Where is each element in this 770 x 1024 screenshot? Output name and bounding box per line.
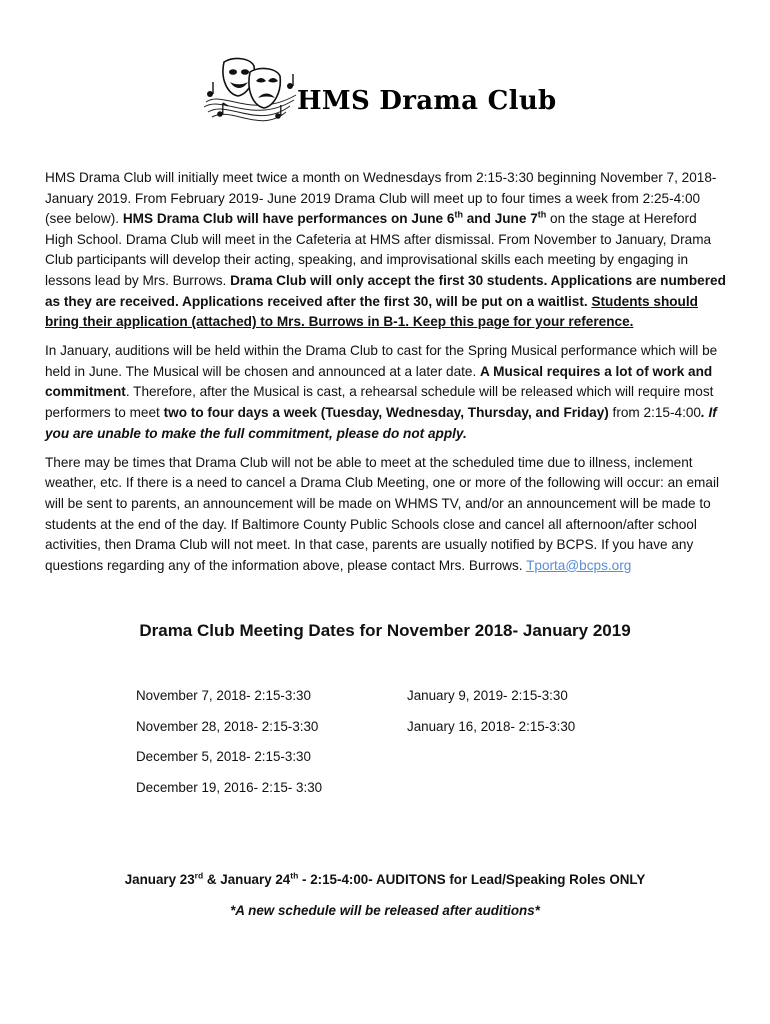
application-instructions: Students should bring their application (attached) to Mrs. Burrows in B-1. Keep this page for your reference. — [45, 293, 698, 330]
audition-date-2: & January 24 — [203, 872, 291, 887]
rehearsal-days-text: two to four days a week (Tuesday, Wednesday, Thursday, and Friday) — [163, 405, 609, 421]
meeting-date: January 16, 2018- 2:15-3:30 — [407, 718, 576, 734]
rehearsal-time-text: from 2:15-4:00 — [608, 405, 701, 421]
meeting-date: January 9, 2019- 2:15-3:30 — [407, 688, 568, 703]
meeting-dates-right-column — [407, 688, 575, 749]
audition-date-1: January 23 — [124, 872, 195, 887]
ordinal-suffix-4: th — [290, 870, 299, 881]
page-title: HMS Drama Club — [297, 86, 557, 116]
ordinal-suffix-3: rd — [194, 870, 204, 881]
intro-text: HMS Drama Club will initially meet twice a month on Wednesdays from 2:15-3:30 beginning November 7, 2018-January 2019. From February 2019- June 2019 Drama Club will meet up to four times a week from 2:25-4:00 (see below). — [45, 170, 717, 227]
cancellation-paragraph — [45, 453, 727, 577]
enrollment-limit-text: Drama Club will only accept the first 30 students. Applications are numbered as they are received. Applications received after the first 30, will be put on a waitlist. — [45, 272, 726, 309]
intro-paragraph — [45, 168, 727, 333]
meeting-date: November 28, 2018- 2:15-3:30 — [136, 718, 319, 734]
performance-text-2: and June 7 — [462, 211, 538, 227]
performance-text: HMS Drama Club will have performances on June 6 — [122, 211, 455, 227]
ordinal-suffix-2: th — [537, 209, 547, 220]
contact-email-link[interactable]: Tporta@bcps.org — [526, 557, 632, 573]
ordinal-suffix: th — [454, 209, 463, 220]
meeting-date: November 7, 2018- 2:15-3:30 — [136, 688, 311, 703]
cancellation-text: There may be times that Drama Club will not be able to meet at the scheduled time due to illness, inclement weather, etc. If there is a need to cancel a Drama Club Meeting, one or more of the following will occur: an email will be sent to parents, an announcement will be made on WHMS TV, and/or an announcement will be made to students at the end of the day. If Baltimore County Public Schools close and cancel all afternoon/after school activities, then Drama Club will not meet. In that case, parents are usually notified by BCPS. If you have any questions regarding any of the information above, please contact Mrs. Burrows. — [45, 454, 719, 573]
meeting-dates-heading: Drama Club Meeting Dates for November 2018- January 2019 — [139, 621, 631, 640]
meeting-date: December 19, 2016- 2:15- 3:30 — [136, 779, 323, 795]
drama-masks-with-music-notes-icon — [198, 50, 303, 125]
auditions-text-2: . Therefore, after the Musical is cast, a rehearsal schedule will be released which will require most performers to meet — [45, 384, 714, 421]
schedule-note: *A new schedule will be released after auditions* — [230, 903, 540, 918]
audition-details: - 2:15-4:00- AUDITONS for Lead/Speaking Roles ONLY — [298, 872, 646, 887]
audition-dates — [0, 872, 770, 887]
auditions-text: In January, auditions will be held within the Drama Club to cast for the Spring Musical performance which will be held in June. The Musical will be chosen and announced at a later date. — [45, 343, 718, 379]
full-commitment-warning: . If you are unable to make the full commitment, please do not apply. — [45, 405, 717, 441]
meeting-dates-left-column — [136, 688, 322, 810]
auditions-paragraph — [45, 341, 727, 444]
meeting-date: December 5, 2018- 2:15-3:30 — [136, 749, 311, 764]
body-text — [45, 168, 727, 585]
commitment-text: A Musical requires a lot of work and commitment — [45, 363, 713, 400]
intro-text-2: on the stage at Hereford High School. Drama Club will meet in the Cafeteria at HMS after dismissal. From November to January, Drama Club participants will develop their acting, speaking, and improvisational skills each meeting by engaging in lessons lead by Mrs. Burrows. — [45, 211, 712, 288]
